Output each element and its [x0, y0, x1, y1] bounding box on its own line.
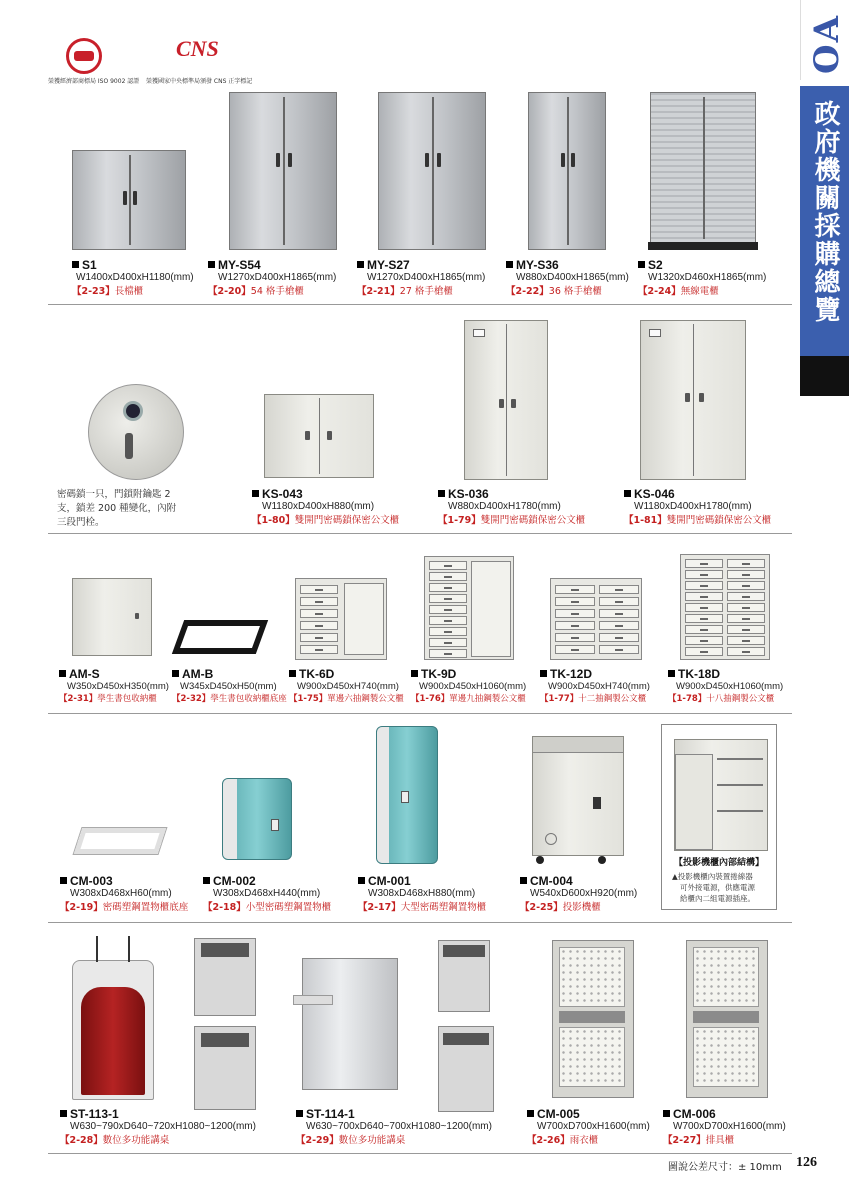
inset-caption: 【投影機櫃內部結構】 [674, 858, 765, 868]
product-image-cm-006 [686, 940, 768, 1098]
projector-inset-box [661, 724, 777, 910]
product-code: CM-006 [663, 1107, 786, 1121]
product-dim: W308xD468xH880(mm) [368, 888, 476, 899]
product-ref: 【2-27】排具櫃 [663, 1135, 735, 1146]
product-am-s [59, 667, 169, 704]
product-image-cm-003 [74, 828, 166, 854]
product-ref: 【2-28】數位多功能講桌 [60, 1135, 170, 1146]
product-image-s1 [72, 150, 186, 250]
product-dim: W350xD450xH350(mm) [67, 681, 169, 692]
product-cm-006 [663, 1107, 786, 1146]
iso-cert-logo [66, 38, 102, 74]
product-image-tk-9d [424, 556, 514, 660]
product-dim: W630~790xD640~720xH1080~1200(mm) [70, 1121, 256, 1132]
st-113-1-detail-bottom [194, 1026, 256, 1110]
product-code: ST-114-1 [296, 1107, 492, 1121]
product-s1 [72, 258, 194, 297]
product-ref: 【1-75】單邊六抽鋼製公文櫃 [289, 694, 404, 704]
product-image-st-114-1 [302, 958, 398, 1090]
dial-lock-icon [123, 401, 143, 421]
product-cm-005 [527, 1107, 650, 1146]
projector-interior-image [674, 739, 768, 851]
product-cm-003 [60, 874, 188, 913]
product-dim: W700xD700xH1600(mm) [537, 1121, 650, 1132]
product-image-my-s36 [528, 92, 606, 250]
product-image-my-s27 [378, 92, 486, 250]
product-code: TK-9D [411, 667, 526, 681]
cert-text-iso: 榮獲經濟部商標局 ISO 9002 認證 [48, 78, 140, 85]
product-dim: W1270xD400xH1865(mm) [218, 272, 337, 283]
product-image-am-s [72, 578, 152, 656]
st-113-1-detail-top [194, 938, 256, 1016]
product-code: MY-S36 [506, 258, 629, 272]
product-ref: 【2-26】雨衣櫃 [527, 1135, 599, 1146]
product-ref: 【2-29】數位多功能講桌 [296, 1135, 406, 1146]
product-dim: W900xD450xH740(mm) [297, 681, 399, 692]
product-ref: 【1-78】十八抽鋼製公文櫃 [668, 694, 775, 704]
product-tk-18d [668, 667, 783, 704]
product-dim: W1320xD460xH1865(mm) [648, 272, 767, 283]
lock-note-line: 密碼鎖一只，門鎖附鑰匙 2 [57, 489, 171, 500]
tab-black-bar [800, 356, 849, 396]
row-separator [48, 713, 792, 714]
product-am-b [172, 667, 287, 704]
product-ref: 【2-32】學生書包收納櫃底座 [172, 694, 287, 704]
inset-note-line: 給櫃內二組電源插座。 [680, 894, 755, 903]
product-my-s54 [208, 258, 336, 297]
product-image-cm-002 [222, 778, 292, 860]
lock-note [57, 488, 176, 530]
product-my-s36 [506, 258, 629, 297]
tab-title-label: 政府機關採購總覽 [810, 100, 840, 324]
product-ref: 【2-21】27 格手槍櫃 [357, 286, 453, 297]
s2-base [648, 242, 758, 250]
product-ref: 【1-76】單邊九抽鋼製公文櫃 [411, 694, 526, 704]
product-code: TK-18D [668, 667, 783, 681]
product-code: KS-046 [624, 487, 771, 501]
handle-icon [125, 433, 133, 459]
product-cm-004 [520, 874, 637, 913]
product-dim: W308xD468xH440(mm) [213, 888, 321, 899]
product-dim: W880xD400xH1780(mm) [448, 501, 561, 512]
product-dim: W345xD450xH50(mm) [180, 681, 277, 692]
product-ks-046 [624, 487, 771, 526]
product-ks-043 [252, 487, 399, 526]
product-tk-9d [411, 667, 526, 704]
caster-icon [536, 856, 544, 864]
product-ref: 【1-77】十二抽鋼製公文櫃 [540, 694, 647, 704]
product-code: MY-S27 [357, 258, 485, 272]
page-number: 126 [796, 1155, 817, 1170]
product-image-cm-005 [552, 940, 634, 1098]
vent-icon [545, 833, 557, 845]
product-code: TK-6D [289, 667, 404, 681]
caster-icon [598, 856, 606, 864]
product-code: TK-12D [540, 667, 650, 681]
product-code: CM-001 [358, 874, 486, 888]
lock-note-line: 三段門栓。 [57, 517, 105, 528]
microphone-icon [96, 936, 98, 962]
product-dim: W700xD700xH1600(mm) [673, 1121, 786, 1132]
product-code: ST-113-1 [60, 1107, 256, 1121]
product-code: CM-005 [527, 1107, 650, 1121]
product-ref: 【2-22】36 格手槍櫃 [506, 286, 602, 297]
inset-note [672, 871, 755, 904]
product-code: AM-S [59, 667, 169, 681]
product-st-113-1 [60, 1107, 256, 1146]
row-separator [48, 922, 792, 923]
product-code: S2 [638, 258, 766, 272]
product-code: AM-B [172, 667, 287, 681]
section-tab-title [800, 86, 849, 356]
product-dim: W630~700xD640~700xH1080~1200(mm) [306, 1121, 492, 1132]
product-image-am-b [172, 620, 268, 654]
product-ref: 【2-20】54 格手槍櫃 [208, 286, 304, 297]
product-code: CM-002 [203, 874, 331, 888]
product-ref: 【2-19】密碼塑鋼置物櫃底座 [60, 902, 189, 913]
product-code: CM-004 [520, 874, 637, 888]
product-dim: W1400xD400xH1180(mm) [76, 272, 194, 283]
product-image-cm-004 [532, 736, 624, 856]
product-ref: 【1-79】雙開門密碼鎖保密公文櫃 [438, 515, 586, 526]
cert-text-cns: 榮獲國家中央標準局頒發 CNS 正字標記 [146, 78, 253, 85]
product-dim: W900xD450xH1060(mm) [676, 681, 784, 692]
product-tk-6d [289, 667, 404, 704]
product-ref: 【2-31】學生書包收納櫃 [59, 694, 157, 704]
product-image-tk-12d [550, 578, 642, 660]
product-ref: 【2-18】小型密碼塑鋼置物櫃 [203, 902, 332, 913]
microphone-icon [128, 936, 130, 962]
product-dim: W900xD450xH1060(mm) [419, 681, 527, 692]
product-ref: 【2-24】無線電櫃 [638, 286, 719, 297]
product-code: MY-S54 [208, 258, 336, 272]
product-ref: 【1-80】雙開門密碼鎖保密公文櫃 [252, 515, 400, 526]
tolerance-note: 圖說公差尺寸：± 10mm [668, 1162, 782, 1173]
product-dim: W900xD450xH740(mm) [548, 681, 650, 692]
product-code: KS-043 [252, 487, 399, 501]
product-ks-036 [438, 487, 585, 526]
product-image-ks-046 [640, 320, 746, 480]
product-cm-001 [358, 874, 486, 913]
st-114-1-detail-top [438, 940, 490, 1012]
st-114-1-detail-bottom [438, 1026, 494, 1112]
product-dim: W1180xD400xH1780(mm) [634, 501, 752, 512]
lock-note-line: 支，鎖差 200 種變化，內附 [57, 503, 177, 514]
row-separator [48, 1153, 792, 1154]
product-dim: W308xD468xH60(mm) [70, 888, 172, 899]
inset-note-line: 可外接電源，供應電源 [680, 883, 755, 892]
product-image-ks-036 [464, 320, 548, 480]
product-st-114-1 [296, 1107, 492, 1146]
product-image-my-s54 [229, 92, 337, 250]
product-cm-002 [203, 874, 331, 913]
cns-logo: CNS [176, 36, 219, 61]
product-code: KS-036 [438, 487, 585, 501]
product-image-ks-043 [264, 394, 374, 478]
product-image-tk-18d [680, 554, 770, 660]
product-ref: 【1-81】雙開門密碼鎖保密公文櫃 [624, 515, 772, 526]
tab-oa-label: OA [807, 14, 847, 74]
product-s2 [638, 258, 766, 297]
product-image-tk-6d [295, 578, 387, 660]
product-dim: W1180xD400xH880(mm) [262, 501, 375, 512]
row-separator [48, 533, 792, 534]
product-ref: 【2-23】長檔櫃 [72, 286, 144, 297]
product-image-cm-001 [376, 726, 438, 864]
product-tk-12d [540, 667, 650, 704]
product-ref: 【2-25】投影機櫃 [520, 902, 601, 913]
product-ref: 【2-17】大型密碼塑鋼置物櫃 [358, 902, 487, 913]
row-separator [48, 304, 792, 305]
lock-closeup-image [88, 384, 184, 480]
product-image-st-113-1 [72, 960, 154, 1100]
product-my-s27 [357, 258, 485, 297]
product-dim: W880xD400xH1865(mm) [516, 272, 629, 283]
product-code: CM-003 [60, 874, 188, 888]
product-dim: W1270xD400xH1865(mm) [367, 272, 486, 283]
product-code: S1 [72, 258, 194, 272]
section-tab-oa [800, 0, 849, 80]
inset-note-line: ▲投影機櫃內裝置捲線器 [672, 872, 753, 881]
product-dim: W540xD600xH920(mm) [530, 888, 638, 899]
product-image-s2 [650, 92, 756, 244]
